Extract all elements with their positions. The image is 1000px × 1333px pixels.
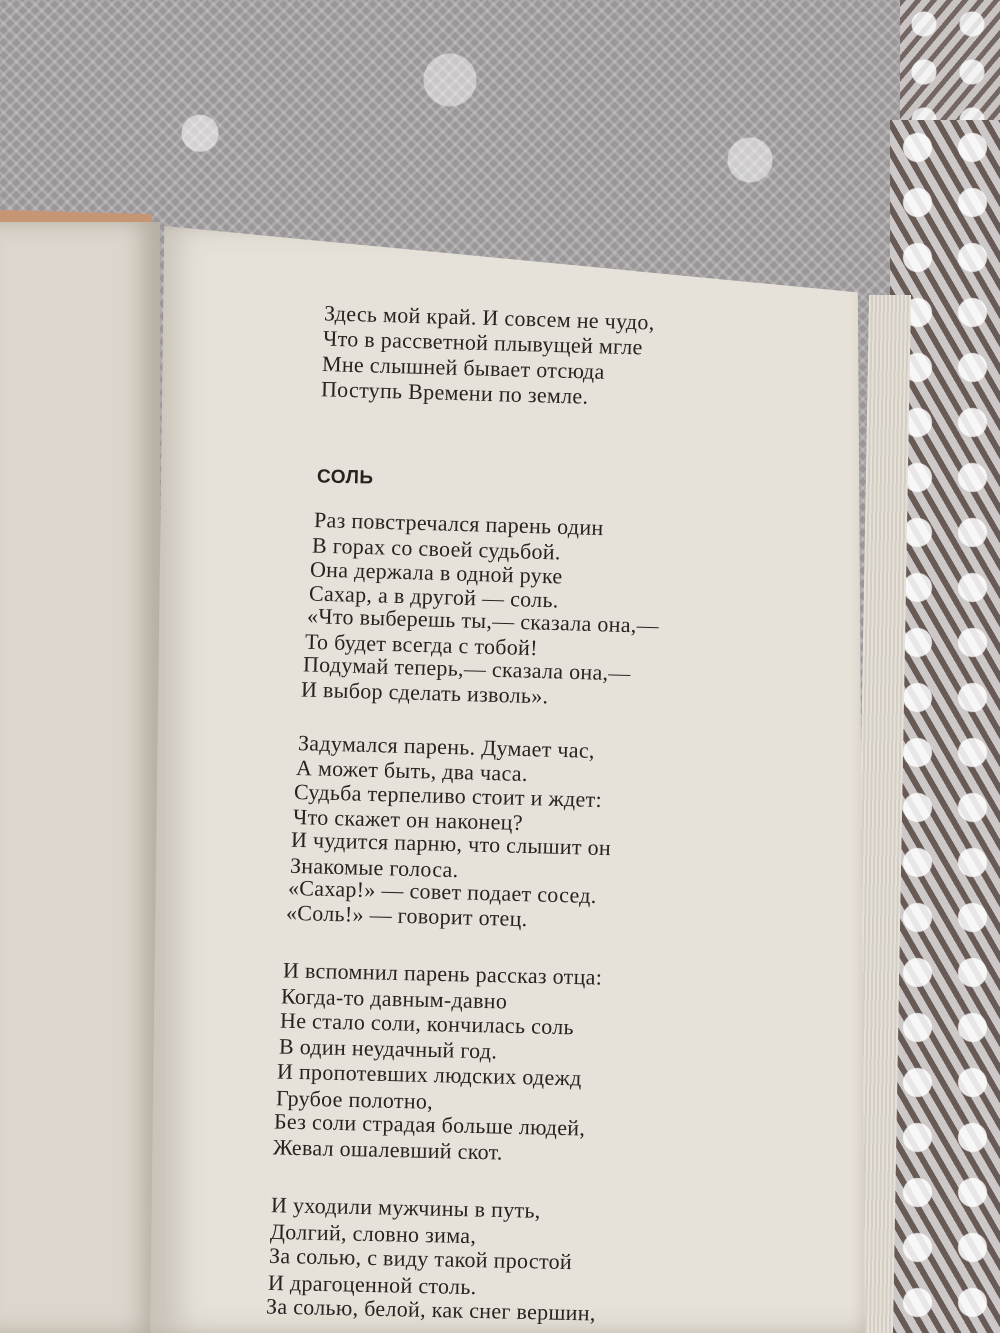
poem-line: За солью, с виду такой простой xyxy=(268,1242,573,1275)
poem-line: Что в рассветной плывущей мгле xyxy=(322,325,644,360)
poem-line: «Сахар!» — совет подает сосед. xyxy=(287,874,597,909)
poem-line: И драгоценной столь. xyxy=(267,1269,477,1300)
poem-line: Мне слышней бывает отсюда xyxy=(321,351,606,384)
poem-title: СОЛЬ xyxy=(316,466,374,489)
poem-line: Когда-то давным-давно xyxy=(280,983,508,1014)
poem-line: Задумался парень. Думает час, xyxy=(297,730,596,763)
poem-line: Не стало соли, кончилась соль xyxy=(279,1007,575,1040)
poem-line: Грубое полотно, xyxy=(275,1085,434,1114)
poem-line: Что скажет он наконец? xyxy=(292,803,524,836)
poem-line: А может быть, два часа. xyxy=(295,754,529,787)
poem-line: «Что выберешь ты,— сказала она,— xyxy=(306,603,660,638)
poem-line: Знакомые голоса. xyxy=(289,852,459,883)
poem-line: Она держала в одной руке xyxy=(309,556,563,589)
poem-line: В горах со своей судьбой. xyxy=(311,532,562,565)
poem-line: Раз повстречался парень один xyxy=(313,506,604,541)
poem-line: И вспомнил парень рассказ отца: xyxy=(282,957,603,990)
poem-line: Долгий, словно зима, xyxy=(269,1218,477,1249)
poem-line: Поступь Времени по земле. xyxy=(320,376,589,409)
poem-line: За солью, белой, как снег вершин, xyxy=(265,1293,596,1326)
poem-line: И пропотевших людских одежд xyxy=(276,1058,582,1091)
poem-line: В один неудачный год. xyxy=(278,1033,498,1064)
poem-line: И чудится парню, что слышит он xyxy=(290,826,612,861)
poem-line: И выбор сделать изволь». xyxy=(300,676,549,709)
poem-line: Без соли страдая больше людей, xyxy=(273,1108,586,1141)
poem-line: Здесь мой край. И совсем не чудо, xyxy=(323,300,655,335)
poem-line: И уходили мужчины в путь, xyxy=(270,1192,541,1223)
poem-line: «Соль!» — говорит отец. xyxy=(285,899,528,932)
poem-line: Сахар, а в другой — соль. xyxy=(308,580,560,613)
poem-line: Жевал ошалевший скот. xyxy=(272,1134,503,1165)
poem-line: То будет всегда с тобой! xyxy=(304,628,539,661)
poem-line: Судьба терпеливо стоит и ждет: xyxy=(293,778,603,813)
poem-line: Подумай теперь,— сказала она,— xyxy=(302,651,632,686)
